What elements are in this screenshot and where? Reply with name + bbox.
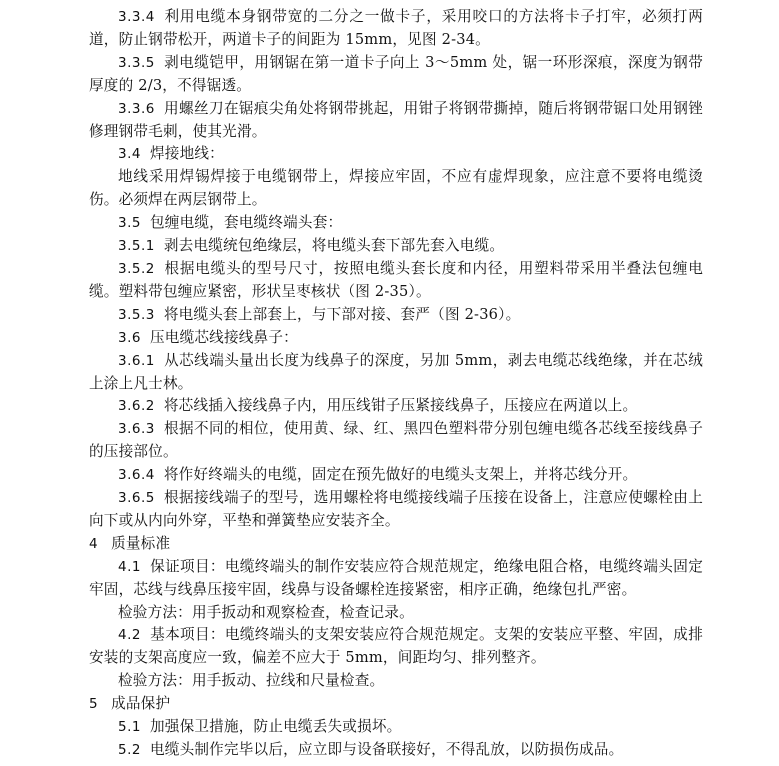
paragraph — [89, 350, 703, 396]
clause-number: 3.6.2 — [118, 398, 155, 415]
paragraph — [89, 6, 703, 52]
clause-number: 3.6.5 — [118, 490, 155, 507]
clause-text: 剥电缆铠甲，用钢锯在第一道卡子向上 3～5mm 处，锯一环形深痕，深度为钢带厚度的 2/3，不得锯透。 — [89, 53, 703, 94]
paragraph — [89, 212, 703, 235]
clause-number: 3.6.1 — [118, 352, 155, 369]
clause-text: 成品保护 — [111, 695, 171, 713]
clause-text: 检验方法：用手扳动和观察检查，检查记录。 — [118, 603, 414, 621]
clause-text: 从芯线端头量出长度为线鼻子的深度，另加 5mm，剥去电缆芯线绝缘，并在芯绒上涂上凡士林。 — [89, 351, 703, 392]
clause-text: 基本项目：电缆终端头的支架安装应符合规范规定。支架的安装应平整、牢固，成排安装的支架高度应一致，偏差不应大于 5mm，间距均匀、排列整齐。 — [89, 626, 703, 667]
clause-text: 根据接线端子的型号，选用螺栓将电缆接线端子压接在设备上，注意应使螺栓由上向下或从内向外穿，平垫和弹簧垫应安装齐全。 — [89, 489, 703, 529]
clause-text: 包缠电缆，套电缆终端头套： — [149, 214, 343, 232]
clause-number: 3.5 — [118, 215, 141, 232]
clause-text: 压电缆芯线接线鼻子： — [149, 328, 298, 346]
clause-text: 用螺丝刀在锯痕尖角处将钢带挑起，用钳子将钢带撕掉，随后将钢带锯口处用钢锉修理钢带毛刺，使其光滑。 — [89, 99, 703, 140]
paragraph — [89, 624, 703, 670]
clause-text: 检验方法：用手扳动、拉线和尺量检查。 — [118, 672, 385, 690]
clause-text: 利用电缆本身钢带宽的二分之一做卡子，采用咬口的方法将卡子打牢，必须打两道，防止钢带松开，两道卡子的间距为 15mm，见图 2-34。 — [89, 8, 703, 48]
section-heading — [89, 693, 703, 716]
paragraph — [89, 143, 703, 166]
clause-number: 3.3.6 — [118, 100, 155, 117]
paragraph — [89, 556, 703, 602]
paragraph — [89, 304, 703, 327]
paragraph — [89, 395, 703, 418]
clause-text: 焊接地线： — [149, 145, 224, 163]
paragraph — [89, 52, 703, 98]
clause-text: 根据电缆头的型号尺寸，按照电缆头套长度和内径，用塑料带采用半叠法包缠电缆。塑料带包缠应紧密，形状呈枣核状（图 2-35）。 — [89, 259, 703, 300]
clause-text: 剥去电缆统包绝缘层，将电缆头套下部先套入电缆。 — [163, 237, 505, 255]
paragraph — [89, 602, 703, 625]
clause-number: 3.5.2 — [118, 260, 155, 277]
clause-number: 3.6.3 — [118, 421, 155, 438]
clause-number: 4.1 — [118, 558, 141, 575]
clause-number: 3.6.4 — [118, 467, 155, 484]
clause-text: 地线采用焊锡焊接于电缆钢带上，焊接应牢固，不应有虚焊现象，应注意不要将电缆烫伤。必须焊在两层钢带上。 — [89, 168, 703, 209]
paragraph — [89, 327, 703, 350]
clause-text: 保证项目：电缆终端头的制作安装应符合规范规定，绝缘电阻合格，电缆终端头固定牢固，芯线与线鼻压接牢固，线鼻与设备螺栓连接紧密，相序正确，绝缘包扎严密。 — [89, 557, 703, 598]
paragraph — [89, 487, 703, 533]
paragraph — [89, 98, 703, 144]
paragraph — [89, 464, 703, 487]
paragraph — [89, 739, 703, 762]
clause-text: 将电缆头套上部套上，与下部对接、套严（图 2-36）。 — [163, 305, 521, 323]
clause-number: 4.2 — [118, 627, 141, 644]
paragraph — [89, 235, 703, 258]
clause-number: 3.5.3 — [118, 306, 155, 323]
clause-text: 质量标准 — [111, 534, 171, 552]
clause-text: 将芯线插入接线鼻子内，用压线钳子压紧接线鼻子，压接应在两道以上。 — [163, 397, 638, 415]
clause-text: 根据不同的相位，使用黄、绿、红、黑四色塑料带分别包缠电缆各芯线至接线鼻子的压接部位。 — [89, 420, 703, 461]
clause-number: 5.1 — [118, 719, 141, 736]
paragraph — [89, 166, 703, 212]
clause-number: 4 — [89, 535, 99, 552]
clause-text: 加强保卫措施，防止电缆丢失或损坏。 — [149, 718, 402, 736]
clause-number: 3.4 — [118, 146, 141, 163]
clause-number: 3.3.5 — [118, 54, 155, 71]
clause-text: 将作好终端头的电缆，固定在预先做好的电缆头支架上，并将芯线分开。 — [163, 466, 638, 484]
paragraph — [89, 670, 703, 693]
paragraph — [89, 418, 703, 464]
clause-number: 5 — [89, 696, 99, 713]
section-heading — [89, 533, 703, 556]
clause-number: 5.2 — [118, 742, 141, 758]
clause-number: 3.3.4 — [118, 9, 155, 25]
clause-number: 3.5.1 — [118, 238, 155, 255]
clause-text: 电缆头制作完毕以后，应立即与设备联接好，不得乱放，以防损伤成品。 — [149, 741, 624, 758]
paragraph — [89, 716, 703, 739]
paragraph — [89, 258, 703, 304]
clause-number: 3.6 — [118, 329, 141, 346]
document-page — [89, 6, 703, 762]
